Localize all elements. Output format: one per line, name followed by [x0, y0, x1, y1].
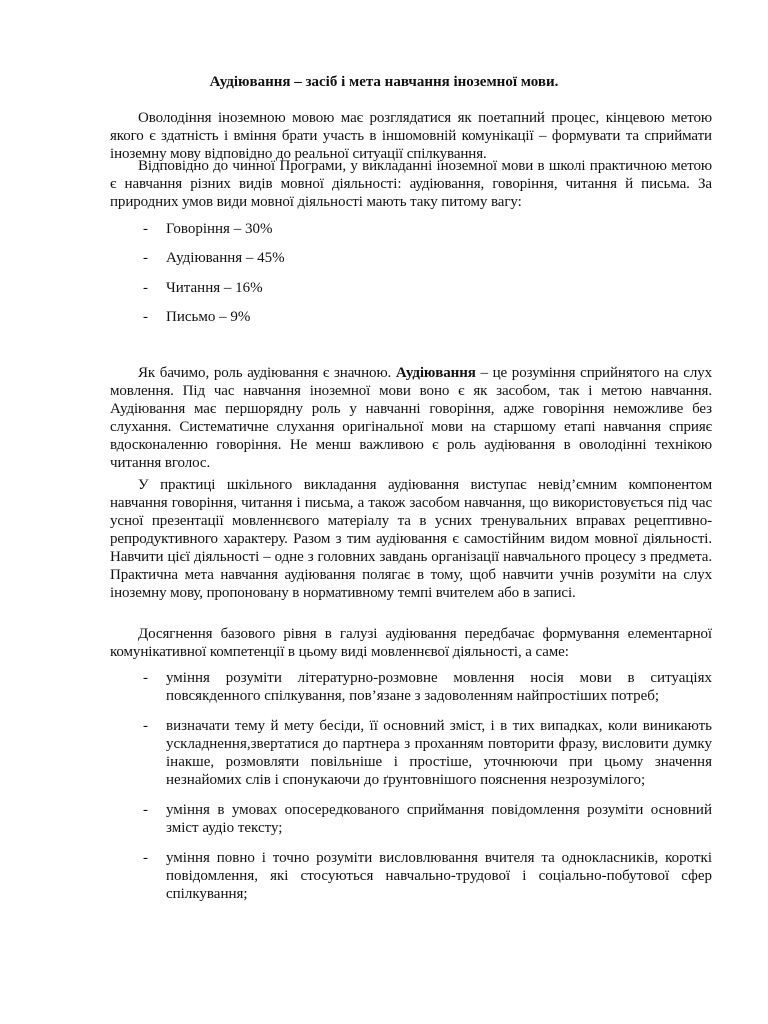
paragraph-intro: Оволодіння іноземною мовою має розглядатися як поетапний процес, кінцевою метою якого є здатність і вміння брати участь в іншомовній комунікації – формувати та сприймати іноземну мову відповідно до реальної ситуації спілкування. — [110, 110, 712, 162]
list-item — [110, 279, 410, 308]
list-item-text: уміння повно і точно розуміти висловлювання вчителя та однокласників, короткі повідомлення, які стосуються навчально-трудової і соціально-побутової сфер спілкування; — [166, 850, 712, 902]
list-dash: - — [143, 308, 148, 325]
list-item-text: Аудіювання – 45% — [166, 250, 285, 267]
list-item-text: уміння розуміти літературно-розмовне мовлення носія мови в ситуаціях повсякденного спілкування, пов’язане з задоволенням найпростіших потреб; — [166, 670, 712, 704]
list-item — [110, 849, 712, 903]
bold-term: Аудіювання — [395, 365, 476, 381]
paragraph-school-practice: У практиці шкільного викладання аудіювання виступає невід’ємним компонентом навчання говоріння, читання і письма, а також засобом навчання, що використовується під час усної презентації мовленнєвого матеріалу та в усних тренувальних вправах рецептивно-репродуктивного характеру. Разом з тим аудіювання є самостійним видом мовної діяльності. Навчити цієї діяльності – одне з головних завдань організації навчального процесу з предмета. Практична мета навчання аудіювання полягає в тому, щоб навчити учнів розуміти на слух іноземну мову, пропоновану в нормативному темпі вчителем або в записі. — [110, 477, 712, 601]
document-title: Аудіювання – засіб і мета навчання іноземної мови. — [209, 74, 559, 90]
list-dash: - — [143, 250, 148, 267]
list-item — [110, 220, 410, 249]
paragraph-text: – це розуміння сприйнятого на слух мовлення. Під час навчання іноземної мови воно є як засобом, так і метою навчання. Аудіювання має першорядну роль у навчанні говоріння, адже говоріння неможливе без слухання. Систематичне слухання оригінальної мови на старшому етапі навчання сприяє вдосконаленню говоріння. Не менш важливою є роль аудіювання в оволодінні технікою читання вголос. — [110, 365, 712, 471]
list-dash: - — [143, 850, 148, 866]
list-item — [110, 308, 410, 337]
list-item-text: Говоріння – 30% — [166, 221, 273, 237]
list-dash: - — [143, 670, 148, 686]
list-item — [110, 801, 712, 837]
list-dash: - — [143, 802, 148, 818]
list-item — [110, 717, 712, 789]
list-dash: - — [143, 221, 148, 237]
list-item-text: визначати тему й мету бесіди, її основний зміст, і в тих випадках, коли виникають ускладнення,звертатися до партнера з проханням повторити фразу, висловити думку інакше, розмовляти повільніше і простіше, уточнюючи при цьому значення незнайомих слів і спонукаючи до ґрунтовнішого пояснення незрозумілого; — [166, 718, 712, 788]
list-item — [110, 669, 712, 705]
activity-weights-list — [110, 220, 410, 337]
paragraph-basic-level: Досягнення базового рівня в галузі аудіювання передбачає формування елементарної комунікативної компетенції в цьому виді мовленнєвої діяльності, а саме: — [110, 626, 712, 660]
paragraph-program-goal: Відповідно до чинної Програми, у викладанні іноземної мови в школі практичною метою є навчання різних видів мовної діяльності: аудіювання, говоріння, читання й письма. За природних умов види мовної діяльності мають таку питому вагу: — [110, 158, 712, 210]
list-item-text: Письмо – 9% — [166, 308, 251, 325]
skills-list — [110, 669, 712, 915]
list-item — [110, 249, 410, 278]
paragraph-listening-definition — [110, 364, 712, 472]
list-item-text: Читання – 16% — [166, 279, 263, 296]
list-dash: - — [143, 718, 148, 734]
list-dash: - — [143, 279, 148, 296]
list-item-text: уміння в умовах опосередкованого сприймання повідомлення розуміти основний зміст аудіо тексту; — [166, 802, 712, 836]
paragraph-text: Як бачимо, роль аудіювання є значною. — [138, 365, 396, 381]
